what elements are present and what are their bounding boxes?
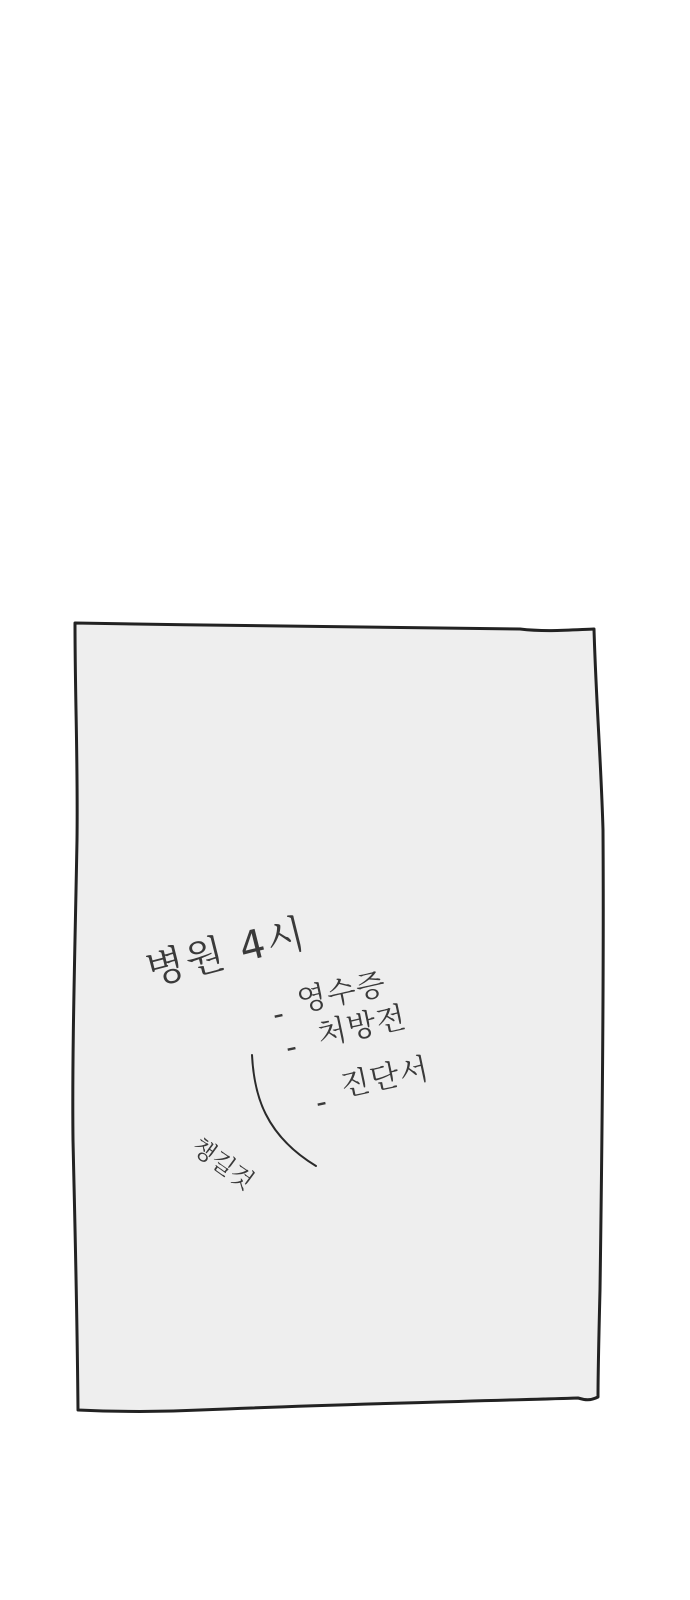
list-item-label: 진단서 [337, 1051, 433, 1105]
side-note: 챙길것 [186, 1132, 260, 1196]
list-item-label: 처방전 [314, 999, 410, 1053]
list-item-bullet: - [269, 996, 289, 1033]
memo-title: 병원 4시 [141, 910, 312, 995]
list-item-bullet: - [282, 1029, 302, 1066]
list-item-label: 영수증 [294, 966, 390, 1020]
list-item-bullet: - [312, 1084, 332, 1121]
